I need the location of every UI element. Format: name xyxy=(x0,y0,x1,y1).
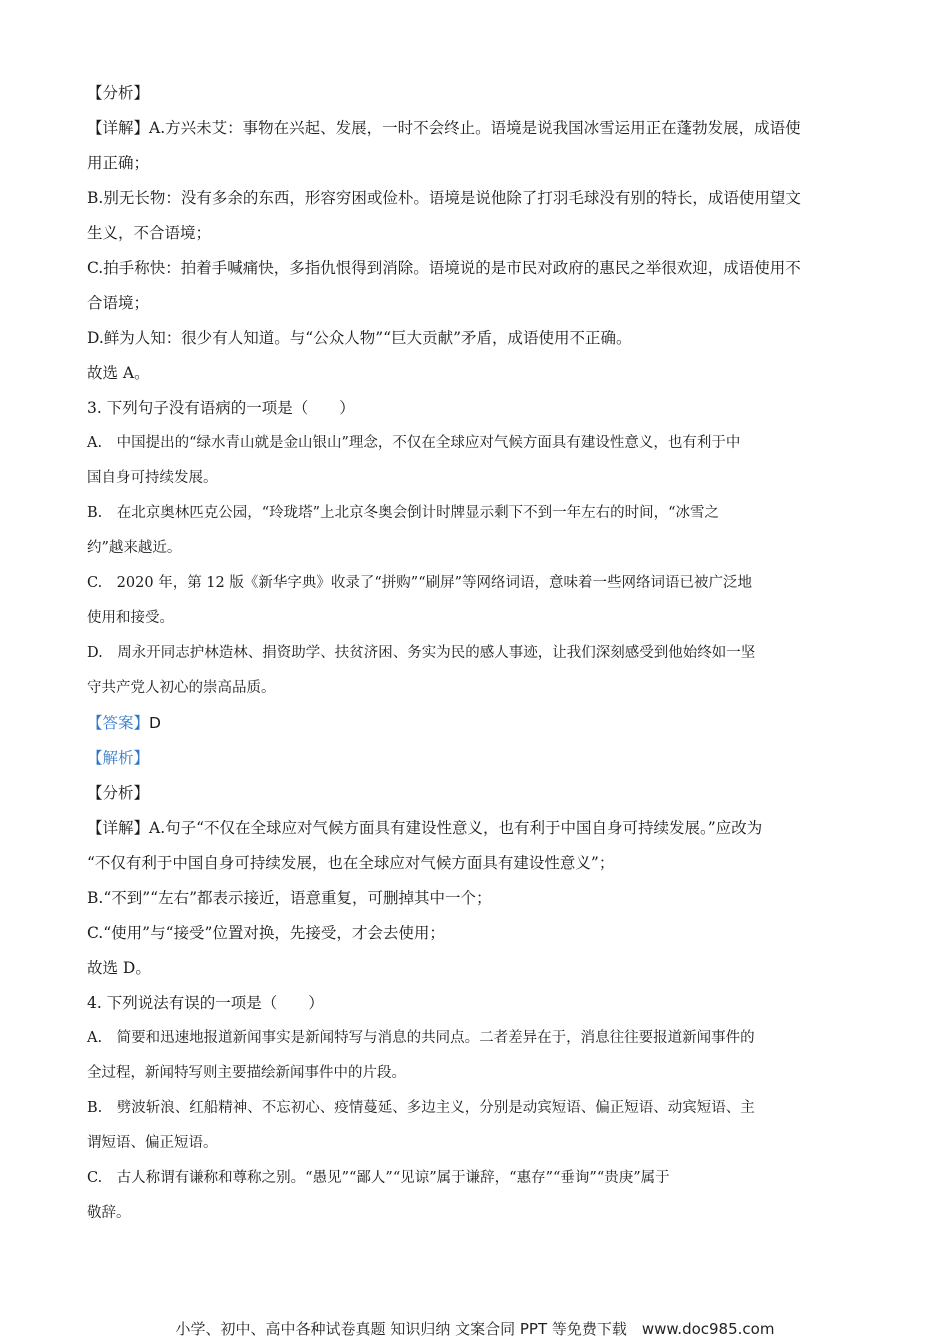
answer-label: 【答案】 xyxy=(87,714,150,732)
answer-value: D xyxy=(149,714,161,732)
option-b: B. 劈波斩浪、红船精神、不忘初心、疫情蔓延、多边主义，分别是动宾短语、偏正短语、动宾短语、主 xyxy=(87,1100,755,1116)
analysis-heading: 【分析】 xyxy=(87,784,150,802)
option-a: A. 简要和迅速地报道新闻事实是新闻特写与消息的共同点。二者差异在于，消息往往要报道新闻事件的 xyxy=(87,1030,755,1046)
option-b-cont: 谓短语、偏正短语。 xyxy=(87,1135,218,1151)
question-stem: 4. 下列说法有误的一项是（ ） xyxy=(87,994,324,1012)
detail-line: B.别无长物：没有多余的东西，形容穷困或俭朴。语境是说他除了打羽毛球没有别的特长，成语使用望文 xyxy=(87,189,801,207)
detail-line: 【详解】A.方兴未艾：事物在兴起、发展，一时不会终止。语境是说我国冰雪运用正在蓬勃发展，成语使 xyxy=(87,119,801,137)
detail-line: B.“不到”“左右”都表示接近，语意重复，可删掉其中一个； xyxy=(87,889,492,907)
question-stem: 3. 下列句子没有语病的一项是（ ） xyxy=(87,399,355,417)
option-b: B. 在北京奥林匹克公园，“玲珑塔”上北京冬奥会倒计时牌显示剩下不到一年左右的时间，“冰雪之 xyxy=(87,505,719,521)
detail-line: C.拍手称快：拍着手喊痛快，多指仇恨得到消除。语境说的是市民对政府的惠民之举很欢迎，成语使用不 xyxy=(87,259,801,277)
explanation-heading: 【解析】 xyxy=(87,749,150,767)
page-footer: 小学、初中、高中各种试卷真题 知识归纳 文案合同 PPT 等免费下载 www.doc985.com xyxy=(175,1320,775,1338)
option-d: D. 周永开同志护林造林、捐资助学、扶贫济困、务实为民的感人事迹，让我们深刻感受到他始终如一坚 xyxy=(87,645,756,661)
option-a-cont: 国自身可持续发展。 xyxy=(87,470,218,486)
option-c-cont: 使用和接受。 xyxy=(87,610,174,626)
detail-line: 【详解】A.句子“不仅在全球应对气候方面具有建设性意义，也有利于中国自身可持续发展。”应改为 xyxy=(87,819,763,837)
answer-line xyxy=(87,706,877,741)
detail-line: 生义，不合语境； xyxy=(87,224,212,242)
analysis-heading: 【分析】 xyxy=(87,84,150,102)
option-a-cont: 全过程，新闻特写则主要描绘新闻事件中的片段。 xyxy=(87,1065,406,1081)
option-c-cont: 敬辞。 xyxy=(87,1205,131,1221)
detail-line: D.鲜为人知：很少有人知道。与“公众人物”“巨大贡献”矛盾，成语使用不正确。 xyxy=(87,329,632,347)
option-a: A. 中国提出的“绿水青山就是金山银山”理念，不仅在全球应对气候方面具有建设性意义，也有利于中 xyxy=(87,435,741,451)
option-d-cont: 守共产党人初心的崇高品质。 xyxy=(87,680,276,696)
detail-line: C.“使用”与“接受”位置对换，先接受，才会去使用； xyxy=(87,924,445,942)
option-b-cont: 约”越来越近。 xyxy=(87,540,182,556)
document-body xyxy=(87,76,877,1231)
option-c: C. 古人称谓有谦称和尊称之别。“愚见”“鄙人”“见谅”属于谦辞，“惠存”“垂询”“贵庚”属于 xyxy=(87,1170,670,1186)
option-c: C. 2020 年，第 12 版《新华字典》收录了“拼购”“刷屏”等网络词语，意味着一些网络词语已被广泛地 xyxy=(87,575,753,591)
answer-choice-line: 故选 A。 xyxy=(87,364,150,382)
detail-line: 合语境； xyxy=(87,294,150,312)
detail-line: 用正确； xyxy=(87,154,150,172)
detail-line: “不仅有利于中国自身可持续发展，也在全球应对气候方面具有建设性意义”； xyxy=(87,854,615,872)
answer-choice-line: 故选 D。 xyxy=(87,959,151,977)
